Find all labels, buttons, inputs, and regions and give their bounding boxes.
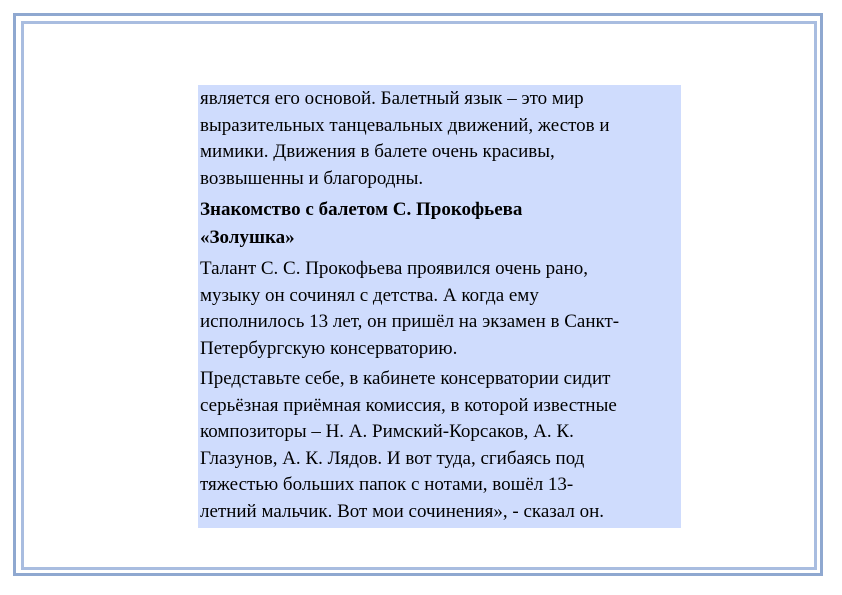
text-line: композиторы – Н. А. Римский-Корсаков, А. К. bbox=[200, 421, 574, 442]
heading-line: Знакомство с балетом С. Прокофьева bbox=[200, 199, 523, 220]
text-line: Глазунов, А. К. Лядов. И вот туда, сгибаясь под bbox=[200, 447, 585, 469]
section-heading bbox=[200, 196, 679, 252]
heading-line: «Золушка» bbox=[200, 227, 295, 248]
text-line: серьёзная приёмная комиссия, в которой известные bbox=[200, 394, 617, 416]
paragraph-ballet-language bbox=[200, 86, 679, 192]
text-line: музыку он сочинял с детства. А когда ему bbox=[200, 284, 539, 306]
text-line: является его основой. Балетный язык – это мир bbox=[200, 88, 584, 109]
text-box bbox=[198, 85, 681, 528]
text-line: Представьте себе, в кабинете консерватории сидит bbox=[200, 368, 611, 389]
text-line: Талант С. С. Прокофьева проявился очень рано, bbox=[200, 258, 589, 279]
paragraph-prokofiev-talent bbox=[200, 256, 679, 362]
text-line: мимики. Движения в балете очень красивы, bbox=[200, 141, 555, 162]
text-line: тяжестью больших папок с нотами, вошёл 13- bbox=[200, 474, 574, 495]
text-line: выразительных танцевальных движений, жестов и bbox=[200, 114, 610, 136]
text-line: Петербургскую консерваторию. bbox=[200, 337, 458, 359]
text-line: возвышенны и благородны. bbox=[200, 167, 424, 189]
text-line: исполнилось 13 лет, он пришёл на экзамен в Санкт- bbox=[200, 311, 620, 332]
text-line: летний мальчик. Вот мои сочинения», - сказал он. bbox=[200, 500, 605, 522]
paragraph-conservatory-exam bbox=[200, 366, 679, 525]
